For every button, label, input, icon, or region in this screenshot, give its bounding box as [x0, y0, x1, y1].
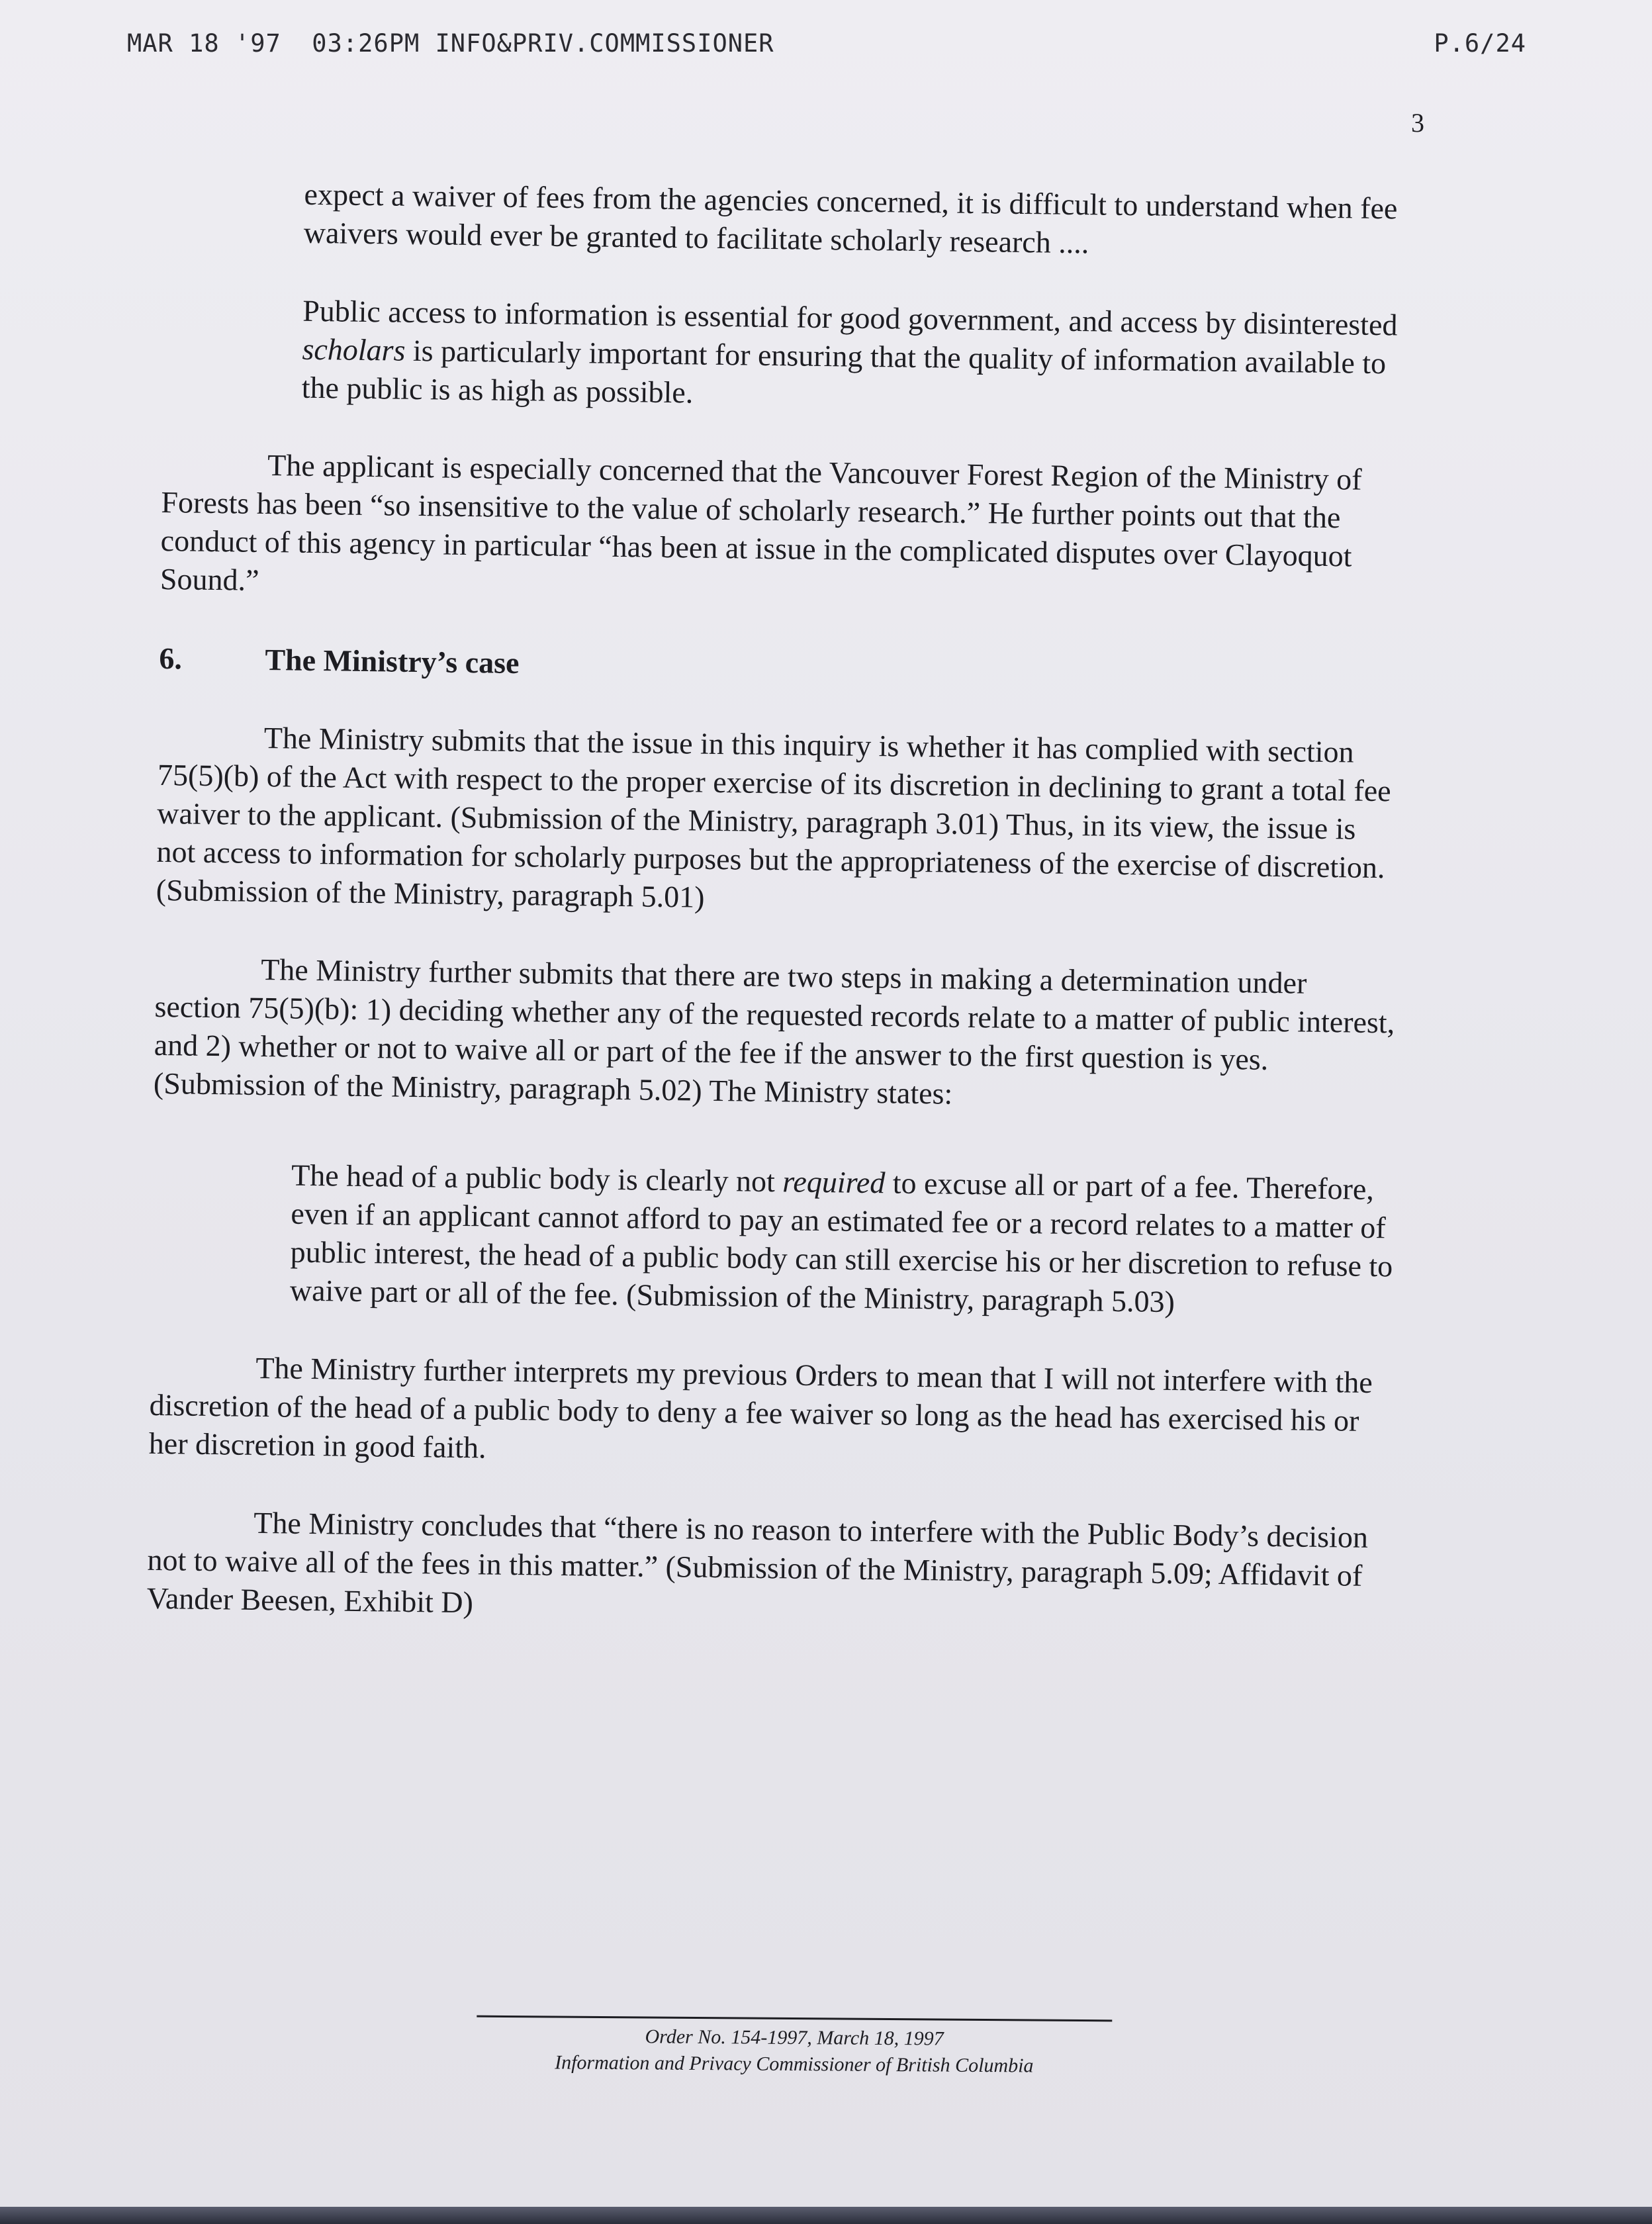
- section-title: The Ministry’s case: [265, 643, 520, 680]
- paragraph-ministry-submits: The Ministry submits that the issue in this inquiry is whether it has complied with section 75(5)(b) of the Act with respect to the proper exercise of its discretion in declining to grant a total fee waiver to the applicant. (Submission of the Ministry, paragraph 3.01) Thus, in its view, the issue is not access to information for scholarly purposes but the appropriateness of the exercise of discretion. (Submission of the Ministry, paragraph 5.01): [156, 721, 1391, 914]
- fax-header: [127, 29, 1526, 58]
- quote-continuation: expect a waiver of fees from the agencies concerned, it is difficult to understand when fee waivers would ever be granted to facilitate scholarly research ....: [303, 177, 1398, 260]
- quote-text: Public access to information is essential for good government, and access by disinterested: [302, 293, 1398, 342]
- paragraph-two-steps: The Ministry further submits that there are two steps in making a determination under section 75(5)(b): 1) deciding whether any of the requested records relate to a matter of public interest, and 2) whether or not to waive all or part of the fee if the answer to the first question is yes. (Submission of the Ministry, paragraph 5.02) The Ministry states:: [153, 952, 1395, 1111]
- paragraph-applicant-concern: The applicant is especially concerned that the Vancouver Forest Region of the Ministry of Forests has been “so insensitive to the value of scholarly research.” He further points out that the conduct of this agency in particular “has been at issue in the complicated disputes over Clayoquot Sound.”: [160, 448, 1362, 597]
- footer-rule: [477, 2016, 1112, 2022]
- footer-order: Order No. 154-1997, March 18, 1997: [645, 2025, 944, 2050]
- quote-public-access: [301, 292, 1408, 422]
- paragraph-ministry-concludes: The Ministry concludes that “there is no reason to interfere with the Public Body’s decision not to waive all of the fees in this matter.” (Submission of the Ministry, paragraph 5.09; Affidavit of Vander Beesen, Exhibit D): [146, 1505, 1369, 1620]
- paragraph-ministry-interprets: The Ministry further interprets my previous Orders to mean that I will not interfere with the discretion of the head of a public body to deny a fee waiver so long as the head has exercised his or her discretion in good faith.: [148, 1350, 1373, 1465]
- section-number: 6.: [159, 641, 183, 676]
- quote-text: to excuse all or part of a fee. Therefore, even if an applicant cannot afford to pay an estimated fee or a record relates to a matter of public interest, the head of a public body can still exercise his or her discretion to refuse to waive part or all of the fee. (Submission of the Ministry, paragraph 5.03): [289, 1166, 1393, 1319]
- quote-text: is particularly important for ensuring that the quality of information available to the public is as high as possible.: [301, 333, 1387, 410]
- scan-bottom-edge: [0, 2207, 1652, 2224]
- section-heading: [159, 639, 1404, 694]
- quote-emphasis: required: [782, 1164, 886, 1200]
- fax-header-page: P.6/24: [1434, 29, 1526, 58]
- document-body: [146, 173, 1409, 1634]
- quote-head-discretion: [290, 1156, 1397, 1324]
- footer-office: Information and Privacy Commissioner of British Columbia: [555, 2051, 1034, 2077]
- page-number: 3: [1411, 108, 1424, 138]
- page-footer: [477, 2016, 1113, 2080]
- quote-emphasis: scholars: [302, 332, 406, 367]
- fax-header-sender: MAR 18 '97 03:26PM INFO&PRIV.COMMISSIONER: [127, 29, 774, 58]
- quote-text: The head of a public body is clearly not: [291, 1158, 783, 1199]
